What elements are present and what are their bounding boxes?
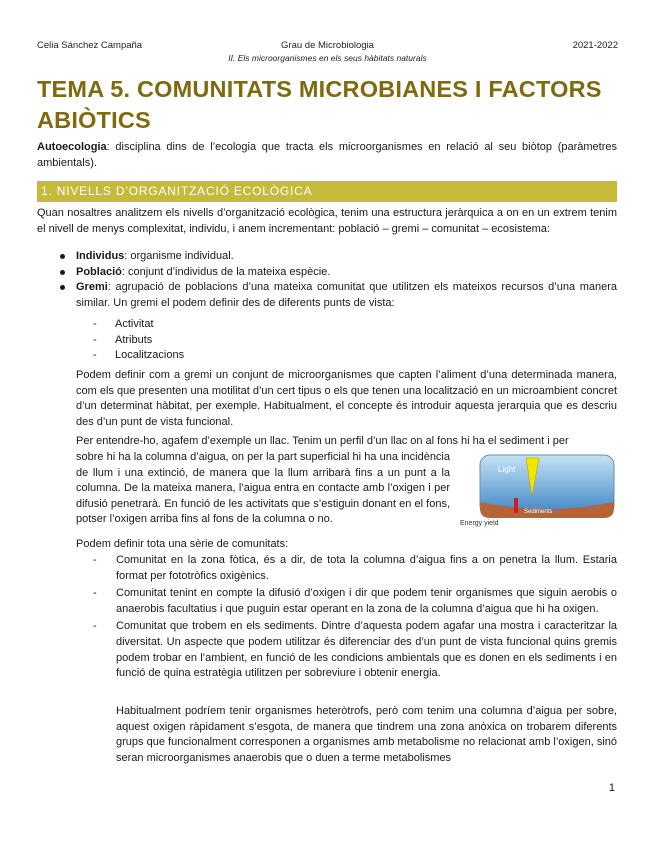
bullet-term: Gremi [76, 281, 108, 294]
list-item: - Comunitat tenint en compte la difusió d’oxigen i dir que podem tenir organismes que siguin aerobis o anaerobis facultatius i que puguin estar operant en la zona de la columna d’aigua que hi ha oxigen. [93, 587, 617, 615]
list-item: - Activitat [93, 318, 154, 330]
bullet-text: : conjunt d’individus de la mateixa espècie. [121, 265, 331, 278]
figure-light-label: Light [498, 465, 516, 474]
lake-profile-figure [460, 452, 616, 530]
figure-energy-label: Energy yield [460, 520, 499, 527]
habitual-paragraph: Habitualment podríem tenir organismes heteròtrofs, però com tenim una columna d’aigua per sobre, aquest oxigen ràpidament s’esgota, de manera que tindrem una zona anòxica on trobarem diferents grups que funcionalment corresponen a organismes amb metabolisme no relacionat amb l’oxigen, sinó seran microorganismes anaerobis que o duen a terme metabolismes [116, 705, 617, 764]
bullet-icon [60, 285, 65, 290]
gremi-point: Activitat [115, 318, 154, 330]
page-number: 1 [608, 782, 615, 794]
bullet-term: Població [76, 265, 122, 278]
community-text: Comunitat que trobem en els sediments. Dintre d’aquesta podem agafar una mostra i caracteritzar la diversitat. Un aspecte que podem utilitzar és diferenciar des d’un punt de vista funcional quins gremis podem trobar en l’ambient, en funció de les condicions ambientals que es donen en els sediments i en funció de quina estratègia utilitzen per sobreviure i obtenir energia. [116, 620, 617, 680]
autoecologia-term: Autoecologia [37, 141, 107, 153]
gremi-points [90, 317, 490, 364]
bullet-icon [60, 254, 65, 259]
header-author: Celia Sánchez Campaña [37, 40, 143, 51]
list-item [60, 280, 617, 311]
communities-intro: Podem definir tota una sèrie de comunitats: [76, 538, 289, 550]
levels-list [60, 249, 617, 311]
header-year: 2021-2022 [572, 40, 618, 51]
header-subtitle: II. Els microorganismes en els seus hàbitats naturals [228, 53, 427, 63]
lake-paragraph: sobre hi ha la columna d’aigua, on per la part superficial hi ha una incidència de llum i una extinció, de manera que la llum arribarà fins a un punt a la columna. De la mateixa manera, l’aigua entra en contacte amb l’oxigen i per difusió penetrarà. En funció de les activitats que s’estiguin donant en el fons, potser l’oxigen arriba fins al fons de la columna o no. [76, 451, 450, 526]
autoecologia-text: : disciplina dins de l’ecologia que tracta els microorganismes en relació al seu biòtop (paràmetres ambientals). [37, 141, 617, 169]
page-title: TEMA 5. COMUNITATS MICROBIANES I FACTORS ABIÒTICS [37, 76, 602, 133]
autoecologia-definition [37, 140, 617, 171]
bullet-icon [60, 270, 65, 275]
bullet-text: : agrupació de poblacions d’una mateixa comunitat que utilitzen els mateixos recursos d’una manera similar. Un gremi el podem definir des de diferents punts de vista: [76, 281, 617, 309]
gremi-point: Localitzacions [115, 349, 185, 362]
list-item: - Comunitat que trobem en els sediments. Dintre d’aquesta podem agafar una mostra i caracteritzar la diversitat. Un aspecte que podem utilitzar és diferenciar des d’un punt de vista funcional quins gremis podem trobar en l’ambient, en funció de les condicions ambientals que es donen en els sediments i en funció de quina estratègia utilitzen per sobreviure i obtenir energia. [93, 620, 617, 680]
communities-list [92, 553, 617, 684]
figure-sediments-label: Sediments [524, 509, 553, 515]
community-text: Comunitat tenint en compte la difusió d’oxigen i dir que podem tenir organismes que siguin aerobis o anaerobis facultatius i que puguin estar operant en la zona de la columna d’aigua que hi ha oxigen. [116, 587, 617, 615]
list-item [60, 265, 617, 281]
header-course: Grau de Microbiologia [281, 40, 374, 51]
gremi-point: Atributs [115, 333, 153, 346]
bullet-text: : organisme individual. [124, 250, 234, 262]
list-item: - Comunitat en la zona fòtica, és a dir, de tota la columna d’aigua fins a on penetra la llum. Estaria format per fototròfics oxigènics. [93, 554, 617, 582]
list-item: - Atributs [93, 333, 153, 346]
intro-paragraph: Quan nosaltres analitzem els nivells d’organització ecològica, tenim una estructura jeràrquica a on en un extrem tenim el nivell de menys complexitat, individu, i anem incrementant: població – gremi – comunitat – ecosistema: [37, 207, 617, 235]
community-text: Comunitat en la zona fòtica, és a dir, de tota la columna d’aigua fins a on penetra la llum. Estaria format per fototròfics oxigènics. [116, 554, 617, 582]
lake-paragraph-line: Per entendre-ho, agafem d’exemple un llac. Tenim un perfil d’un llac on al fons hi ha el sediment i per [76, 435, 569, 447]
section-heading: 1. NIVELLS D’ORGANITZACIÓ ECOLÒGICA [37, 181, 617, 202]
lake-profile-image [460, 452, 616, 530]
gremi-paragraph: Podem definir com a gremi un conjunt de microorganismes que capten l’aliment d’una determinada manera, com els que presenten una motilitat d’un cert tipus o els que tenen una localització en un microambient concret d’un determinat hàbitat, per exemple. Habitualment, el concepte és introduir aquesta jerarquia que es descriu des d’un punt de vista funcional. [76, 369, 617, 428]
bullet-term: Individus [76, 250, 125, 262]
list-item: - Localitzacions [93, 349, 185, 362]
list-item [60, 249, 617, 265]
